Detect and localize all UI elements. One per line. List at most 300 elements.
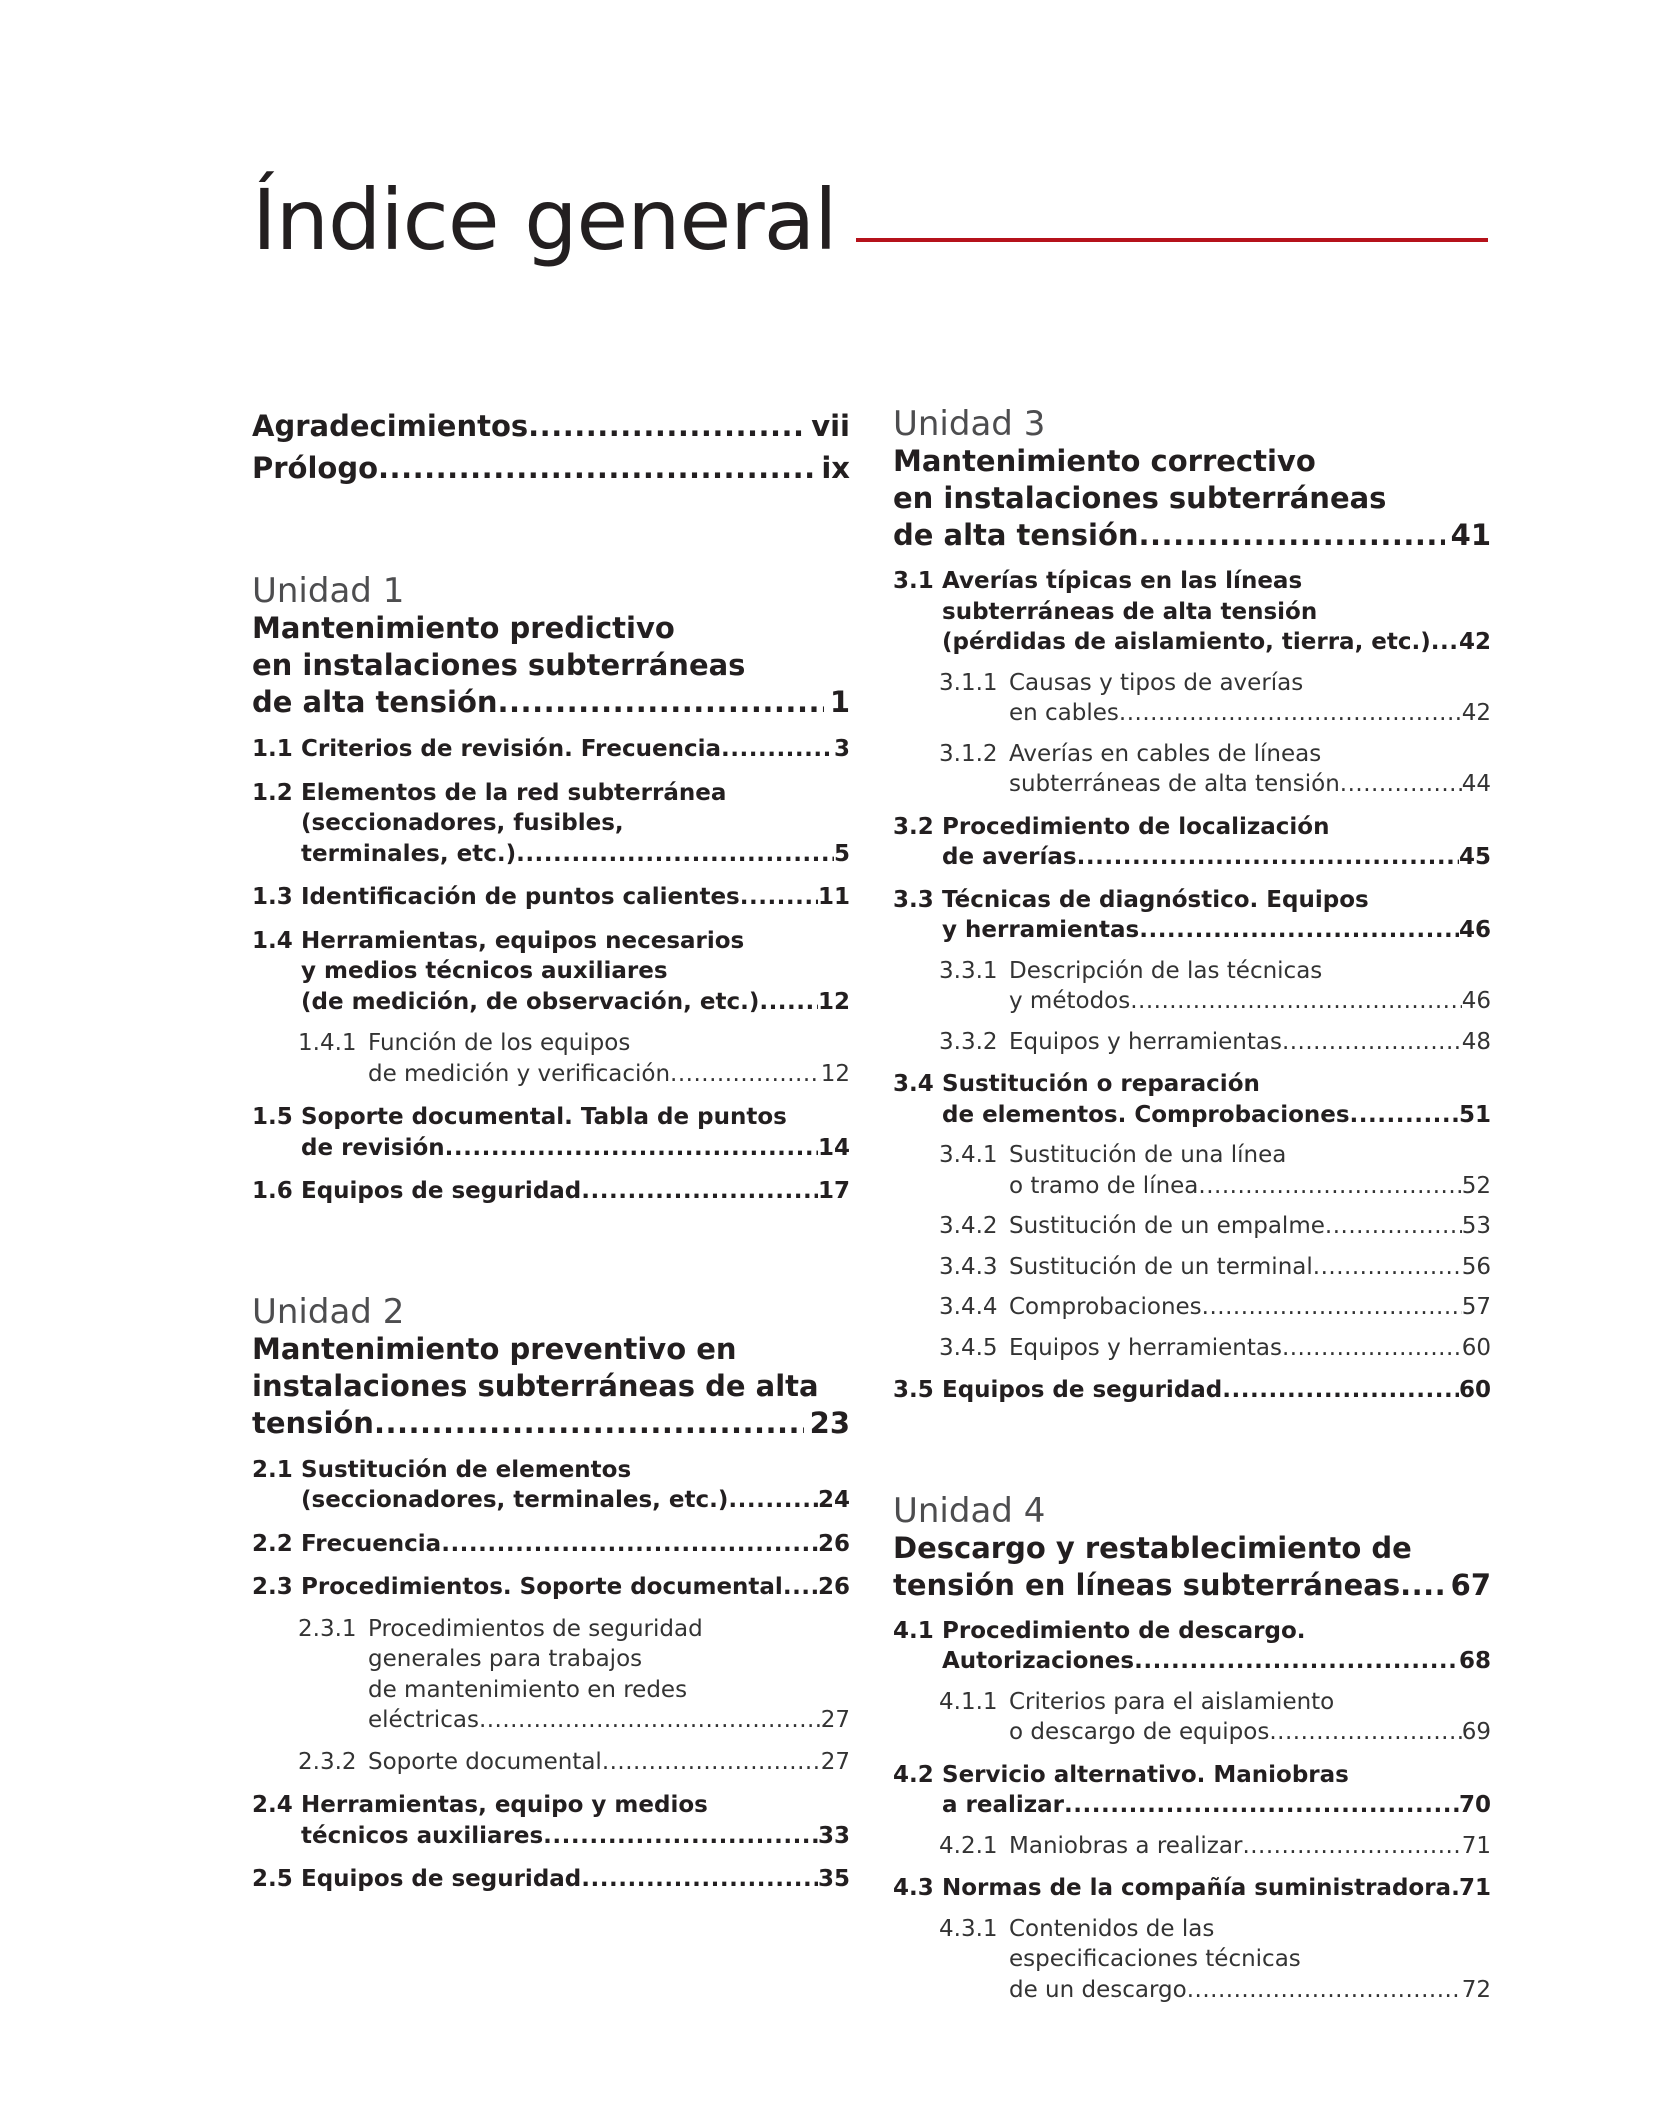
toc-entry-row — [939, 1027, 1491, 1058]
entry-number: 4.2.1 — [939, 1832, 998, 1859]
toc-entry[interactable] — [893, 956, 1491, 1017]
dot-leader — [1119, 698, 1462, 729]
dot-leader — [721, 734, 834, 765]
toc-entry[interactable] — [252, 1614, 850, 1736]
page-title: Índice general — [252, 171, 837, 269]
toc-entry-row — [939, 668, 1491, 729]
toc-entry[interactable] — [893, 1069, 1491, 1130]
dot-leader — [498, 684, 824, 721]
entry-number: 1.4.1 — [298, 1030, 357, 1056]
entry-line: Sustitución o reparación — [942, 1071, 1260, 1097]
entry-leader — [1009, 1027, 1491, 1058]
unit-number: Unidad 1 — [252, 571, 405, 611]
entry-text: Equipos de seguridad — [942, 1377, 1223, 1403]
entry-body — [301, 1790, 850, 1851]
entry-line: de mantenimiento en redes — [368, 1676, 688, 1703]
unit-section — [252, 1293, 850, 1895]
unit-title-last-text: tensión en líneas subterráneas — [893, 1567, 1401, 1602]
front-matter-item[interactable] — [252, 447, 850, 489]
entry-text: de medición y verificación — [368, 1060, 671, 1087]
entry-text: Criterios de revisión. Frecuencia — [301, 736, 722, 762]
unit-title-line: Descargo y restablecimiento de — [893, 1530, 1412, 1565]
toc-entry[interactable] — [252, 1790, 850, 1851]
front-matter — [252, 405, 850, 489]
dot-leader — [441, 1529, 818, 1560]
unit-title[interactable] — [893, 443, 1491, 554]
unit-number: Unidad 2 — [252, 1291, 405, 1332]
entry-page: 71 — [1461, 1832, 1491, 1859]
entry-leader — [942, 1873, 1491, 1904]
entry-line: Criterios para el aislamiento — [1009, 1688, 1335, 1715]
entry-page: 3 — [833, 736, 850, 762]
toc-entry-row — [893, 885, 1491, 946]
dot-leader — [728, 1485, 818, 1516]
toc-entry[interactable] — [893, 1027, 1491, 1058]
entry-text: de averías — [942, 844, 1077, 870]
entry-page: 42 — [1461, 700, 1491, 726]
entry-number: 2.3.2 — [298, 1748, 357, 1775]
entry-page: 46 — [1461, 988, 1491, 1014]
entry-page: 24 — [817, 1487, 850, 1513]
entry-number: 1.1 — [252, 736, 293, 762]
dot-leader — [1064, 1790, 1459, 1821]
toc-entry-row — [893, 1616, 1491, 1677]
unit-title-last-leader — [893, 517, 1491, 554]
dot-leader — [1134, 1646, 1459, 1677]
entry-line: Contenidos de las — [1009, 1915, 1215, 1942]
entry-leader — [1009, 769, 1491, 800]
entry-body — [942, 1760, 1491, 1821]
entry-body — [1009, 1333, 1491, 1364]
entry-line: Descripción de las técnicas — [1009, 957, 1323, 984]
toc-entry[interactable] — [893, 1140, 1491, 1201]
dot-leader — [602, 1747, 821, 1778]
entry-body — [1009, 956, 1491, 1017]
entry-text: Autorizaciones — [942, 1648, 1135, 1674]
unit-title-line: Mantenimiento correctivo — [893, 444, 1316, 478]
entry-body — [368, 1614, 850, 1736]
entry-number: 3.3.1 — [939, 957, 998, 984]
entry-text: Procedimientos. Soporte documental — [301, 1574, 783, 1600]
entry-body — [1009, 1252, 1491, 1283]
toc-entry-row — [252, 1176, 850, 1207]
entry-number: 4.2 — [893, 1761, 934, 1788]
toc-entry[interactable] — [893, 1831, 1491, 1862]
entry-leader — [942, 1375, 1491, 1406]
toc-entry-row — [252, 1529, 850, 1560]
dot-leader — [1313, 1252, 1462, 1283]
dot-leader — [1282, 1333, 1462, 1364]
dot-leader — [445, 1133, 818, 1164]
entry-body — [1009, 1292, 1491, 1323]
toc-entry-row — [252, 1455, 850, 1516]
toc-entry-row — [298, 1028, 850, 1089]
entry-text: de un descargo — [1009, 1976, 1187, 2003]
dot-leader — [1139, 517, 1445, 554]
entry-body — [942, 566, 1491, 658]
entry-body — [301, 734, 850, 765]
entry-line: especificaciones técnicas — [1009, 1946, 1301, 1972]
toc-entry[interactable] — [252, 1455, 850, 1516]
dot-leader — [1340, 769, 1462, 800]
entry-leader — [368, 1747, 850, 1778]
entry-page: 27 — [820, 1707, 850, 1733]
entry-number: 4.1.1 — [939, 1688, 998, 1715]
entry-number: 1.4 — [252, 927, 293, 954]
entry-page: 56 — [1461, 1253, 1491, 1280]
entry-line: generales para trabajos — [368, 1646, 643, 1672]
entry-number: 3.4.2 — [939, 1213, 998, 1239]
entry-number: 3.4.3 — [939, 1253, 998, 1280]
entry-number: 1.5 — [252, 1104, 293, 1130]
toc-entry[interactable] — [252, 734, 850, 765]
entry-body — [1009, 1687, 1491, 1748]
entry-line: Procedimientos de seguridad — [368, 1615, 703, 1642]
entry-page: 69 — [1461, 1719, 1491, 1745]
toc-entry-row — [939, 1140, 1491, 1201]
toc-entry[interactable] — [893, 1616, 1491, 1677]
entry-page: 12 — [817, 988, 850, 1015]
entry-text: (pérdidas de aislamiento, tierra, etc.) — [942, 629, 1431, 655]
entry-leader — [1009, 1333, 1491, 1364]
entry-body — [1009, 739, 1491, 800]
entry-leader — [301, 1572, 850, 1603]
dot-leader — [1325, 1211, 1462, 1242]
entry-page: 70 — [1458, 1792, 1491, 1818]
entry-line: Soporte documental. Tabla de puntos — [301, 1104, 787, 1130]
toc-entry-row — [939, 1211, 1491, 1242]
entry-body — [301, 1864, 850, 1895]
toc-entry-row — [939, 1914, 1491, 2006]
entry-page: 5 — [833, 840, 850, 867]
unit-number: Unidad 4 — [893, 1490, 1046, 1531]
entry-line: Elementos de la red subterránea — [301, 779, 727, 806]
entry-number: 3.2 — [893, 813, 934, 840]
entry-number: 3.3.2 — [939, 1028, 998, 1055]
entry-body — [942, 1873, 1491, 1904]
entry-page: 14 — [817, 1134, 850, 1161]
entry-body — [942, 812, 1491, 873]
entry-text: y herramientas — [942, 917, 1140, 943]
toc-entry-row — [252, 778, 850, 870]
entry-number: 3.5 — [893, 1377, 934, 1403]
entry-leader — [1009, 1292, 1491, 1323]
toc-entry[interactable] — [893, 1333, 1491, 1364]
entry-page: 45 — [1458, 844, 1491, 870]
entry-body — [301, 1529, 850, 1560]
entry-text: (de medición, de observación, etc.) — [301, 988, 760, 1015]
entry-page: 72 — [1461, 1976, 1491, 2003]
entry-text: Frecuencia — [301, 1530, 442, 1557]
entry-text: Soporte documental — [368, 1748, 602, 1775]
entry-body — [368, 1028, 850, 1089]
entry-body — [301, 1176, 850, 1207]
entry-number: 2.5 — [252, 1866, 293, 1892]
entry-page: 26 — [817, 1530, 850, 1557]
toc-entry[interactable] — [893, 566, 1491, 658]
entry-number: 3.4.4 — [939, 1294, 998, 1320]
toc-entry-row — [893, 566, 1491, 658]
entry-leader — [1009, 1171, 1491, 1202]
toc-column-left — [252, 405, 850, 1895]
entry-line: Averías típicas en las líneas — [942, 568, 1303, 594]
toc-entry-row — [939, 1292, 1491, 1323]
dot-leader — [516, 839, 834, 870]
entry-body — [1009, 1211, 1491, 1242]
entry-leader — [942, 1790, 1491, 1821]
toc-entry[interactable] — [893, 1252, 1491, 1283]
entry-leader — [301, 1864, 850, 1895]
unit-title-last-leader — [252, 684, 850, 721]
entry-text: Normas de la compañía suministradora — [942, 1875, 1452, 1901]
entry-number: 3.1 — [893, 568, 934, 594]
entry-text: Comprobaciones — [1009, 1294, 1202, 1320]
entry-body — [301, 926, 850, 1018]
toc-entry[interactable] — [893, 1211, 1491, 1242]
toc-entry[interactable] — [252, 1864, 850, 1895]
entry-number: 4.3.1 — [939, 1915, 998, 1942]
toc-entry-row — [939, 1687, 1491, 1748]
entry-text: Equipos de seguridad — [301, 1178, 582, 1204]
entry-leader — [942, 1646, 1491, 1677]
entry-body — [301, 778, 850, 870]
toc-entry[interactable] — [252, 1529, 850, 1560]
toc-entry[interactable] — [893, 812, 1491, 873]
entry-leader — [301, 734, 850, 765]
toc-entry[interactable] — [893, 739, 1491, 800]
toc-entry[interactable] — [893, 1914, 1491, 2006]
entry-number: 4.3 — [893, 1875, 934, 1901]
front-matter-leader — [252, 405, 850, 447]
unit-title-last-leader — [252, 1405, 850, 1442]
toc-entry-row — [252, 1572, 850, 1603]
entry-text: eléctricas — [368, 1707, 479, 1733]
toc-entry-row — [252, 1790, 850, 1851]
toc-entry[interactable] — [893, 1687, 1491, 1748]
entry-body — [942, 1616, 1491, 1677]
dot-leader — [1269, 1717, 1461, 1748]
entry-number: 2.4 — [252, 1792, 293, 1818]
entry-leader — [301, 1133, 850, 1164]
toc-entry[interactable] — [893, 1760, 1491, 1821]
toc-column-right — [893, 405, 1491, 2005]
entry-body — [301, 1572, 850, 1603]
front-matter-text: Agradecimientos — [252, 409, 529, 443]
toc-entry-row — [252, 1864, 850, 1895]
entry-line: Sustitución de elementos — [301, 1456, 632, 1483]
entry-number: 1.3 — [252, 884, 293, 910]
toc-entry[interactable] — [252, 1102, 850, 1163]
entry-page: 60 — [1458, 1377, 1491, 1403]
entry-leader — [1009, 1717, 1491, 1748]
entry-line: Sustitución de una línea — [1009, 1142, 1287, 1168]
toc-entry[interactable] — [252, 1747, 850, 1778]
dot-leader — [783, 1572, 818, 1603]
toc-entry-row — [252, 734, 850, 765]
entry-number: 2.3 — [252, 1574, 293, 1600]
toc-entry[interactable] — [252, 1176, 850, 1207]
entry-line: Herramientas, equipos necesarios — [301, 927, 745, 954]
toc-entry[interactable] — [893, 668, 1491, 729]
dot-leader — [1242, 1831, 1461, 1862]
entry-body — [1009, 1914, 1491, 2006]
toc-entry[interactable] — [252, 1028, 850, 1089]
unit-title-line: Mantenimiento preventivo en — [252, 1331, 737, 1366]
unit-title-last-page: 23 — [809, 1405, 850, 1440]
unit-section — [252, 572, 850, 1207]
entry-text: a realizar — [942, 1792, 1065, 1818]
entry-leader — [301, 882, 850, 913]
entry-page: 35 — [817, 1866, 850, 1892]
entry-number: 3.1.1 — [939, 669, 998, 696]
dot-leader — [581, 1176, 818, 1207]
entry-line: (seccionadores, fusibles, — [301, 810, 624, 836]
entry-text: Identificación de puntos calientes — [301, 884, 740, 910]
entry-page: 71 — [1458, 1875, 1491, 1901]
toc-entry[interactable] — [252, 1572, 850, 1603]
entry-body — [942, 885, 1491, 946]
toc-entry-row — [252, 1102, 850, 1163]
entry-page: 26 — [817, 1574, 850, 1600]
toc-entry-row — [939, 739, 1491, 800]
entry-text: subterráneas de alta tensión — [1009, 771, 1340, 797]
unit-title-line: instalaciones subterráneas de alta — [252, 1368, 819, 1403]
toc-entry-row — [893, 1069, 1491, 1130]
entry-leader — [942, 627, 1491, 658]
dot-leader — [759, 987, 818, 1018]
dot-leader — [1222, 1375, 1459, 1406]
unit-title-line: Mantenimiento predictivo — [252, 611, 675, 645]
entry-number: 1.2 — [252, 779, 293, 806]
entry-leader — [301, 987, 850, 1018]
toc-entry-row — [893, 1375, 1491, 1406]
entry-body — [942, 1069, 1491, 1130]
entry-body — [1009, 1140, 1491, 1201]
entry-page: 44 — [1461, 771, 1491, 797]
entry-leader — [1009, 1831, 1491, 1862]
entry-text: Maniobras a realizar — [1009, 1832, 1243, 1859]
toc-entry[interactable] — [893, 1292, 1491, 1323]
entry-text: Sustitución de un empalme — [1009, 1213, 1325, 1239]
dot-leader — [1451, 1873, 1459, 1904]
toc-entry-row — [939, 956, 1491, 1017]
unit-title[interactable] — [893, 1530, 1491, 1604]
unit-title-line: en instalaciones subterráneas — [252, 648, 746, 682]
entry-page: 57 — [1461, 1294, 1491, 1320]
entry-line: Procedimiento de descargo. — [942, 1617, 1306, 1644]
entry-leader — [1009, 986, 1491, 1017]
entry-leader — [301, 1176, 850, 1207]
front-matter-leader — [252, 447, 850, 489]
entry-page: 17 — [817, 1178, 850, 1204]
entry-leader — [1009, 1975, 1491, 2006]
entry-body — [1009, 668, 1491, 729]
entry-leader — [301, 1485, 850, 1516]
entry-leader — [1009, 1211, 1491, 1242]
entry-text: en cables — [1009, 700, 1119, 726]
front-matter-item[interactable] — [252, 405, 850, 447]
front-matter-page: ix — [821, 451, 850, 485]
entry-line: Técnicas de diagnóstico. Equipos — [942, 886, 1369, 913]
entry-line: Servicio alternativo. Maniobras — [942, 1761, 1349, 1788]
toc-entry[interactable] — [252, 926, 850, 1018]
entry-line: Causas y tipos de averías — [1009, 669, 1304, 696]
entry-leader — [301, 1821, 850, 1852]
entry-number: 3.4.5 — [939, 1334, 998, 1361]
entry-number: 2.2 — [252, 1530, 293, 1557]
entry-line: Función de los equipos — [368, 1030, 631, 1056]
entry-leader — [1009, 698, 1491, 729]
toc-entry-row — [252, 882, 850, 913]
front-matter-text: Prólogo — [252, 451, 379, 485]
toc-entry[interactable] — [252, 882, 850, 913]
dot-leader — [740, 882, 818, 913]
entry-number: 3.1.2 — [939, 740, 998, 767]
entry-text: (seccionadores, terminales, etc.) — [301, 1487, 729, 1513]
dot-leader — [374, 1405, 804, 1442]
dot-leader — [1400, 1567, 1445, 1604]
entry-leader — [301, 839, 850, 870]
entry-body — [301, 1102, 850, 1163]
entry-body — [301, 882, 850, 913]
toc-entry-row — [252, 926, 850, 1018]
toc-entry-row — [939, 1252, 1491, 1283]
dot-leader — [528, 405, 805, 447]
toc-entry-row — [893, 812, 1491, 873]
toc-entry-row — [939, 1333, 1491, 1364]
unit-title-last-text: de alta tensión — [252, 685, 498, 719]
toc-entry[interactable] — [893, 1375, 1491, 1406]
unit-title[interactable] — [252, 1331, 850, 1442]
entry-page: 33 — [817, 1822, 850, 1849]
entry-page: 46 — [1458, 917, 1491, 943]
entry-page: 51 — [1458, 1101, 1491, 1128]
dot-leader — [670, 1059, 821, 1090]
dot-leader — [1431, 627, 1459, 658]
unit-title-last-page: 1 — [829, 685, 850, 719]
entry-body — [301, 1455, 850, 1516]
entry-number: 3.4.1 — [939, 1142, 998, 1168]
toc-entry[interactable] — [893, 1873, 1491, 1904]
entry-body — [1009, 1831, 1491, 1862]
dot-leader — [1187, 1975, 1462, 2006]
dot-leader — [378, 447, 815, 489]
unit-title-line: en instalaciones subterráneas — [893, 481, 1387, 515]
entry-page: 48 — [1461, 1028, 1491, 1055]
dot-leader — [1198, 1171, 1461, 1202]
entry-text: Equipos de seguridad — [301, 1866, 582, 1892]
front-matter-page: vii — [811, 409, 850, 443]
unit-number: Unidad 3 — [893, 404, 1046, 444]
entry-leader — [942, 1100, 1491, 1131]
toc-entry[interactable] — [252, 778, 850, 870]
entry-page: 53 — [1461, 1213, 1491, 1239]
dot-leader — [1282, 1027, 1462, 1058]
unit-title-last-text: tensión — [252, 1405, 374, 1440]
entry-body — [1009, 1027, 1491, 1058]
unit-title[interactable] — [252, 610, 850, 721]
dot-leader — [1077, 842, 1459, 873]
entry-text: Equipos y herramientas — [1009, 1028, 1282, 1055]
entry-leader — [942, 915, 1491, 946]
entry-text: Equipos y herramientas — [1009, 1334, 1282, 1361]
entry-text: o descargo de equipos — [1009, 1719, 1270, 1745]
entry-line: Averías en cables de líneas — [1009, 740, 1322, 767]
entry-text: Sustitución de un terminal — [1009, 1253, 1313, 1280]
dot-leader — [479, 1705, 821, 1736]
entry-leader — [301, 1529, 850, 1560]
toc-entry[interactable] — [893, 885, 1491, 946]
